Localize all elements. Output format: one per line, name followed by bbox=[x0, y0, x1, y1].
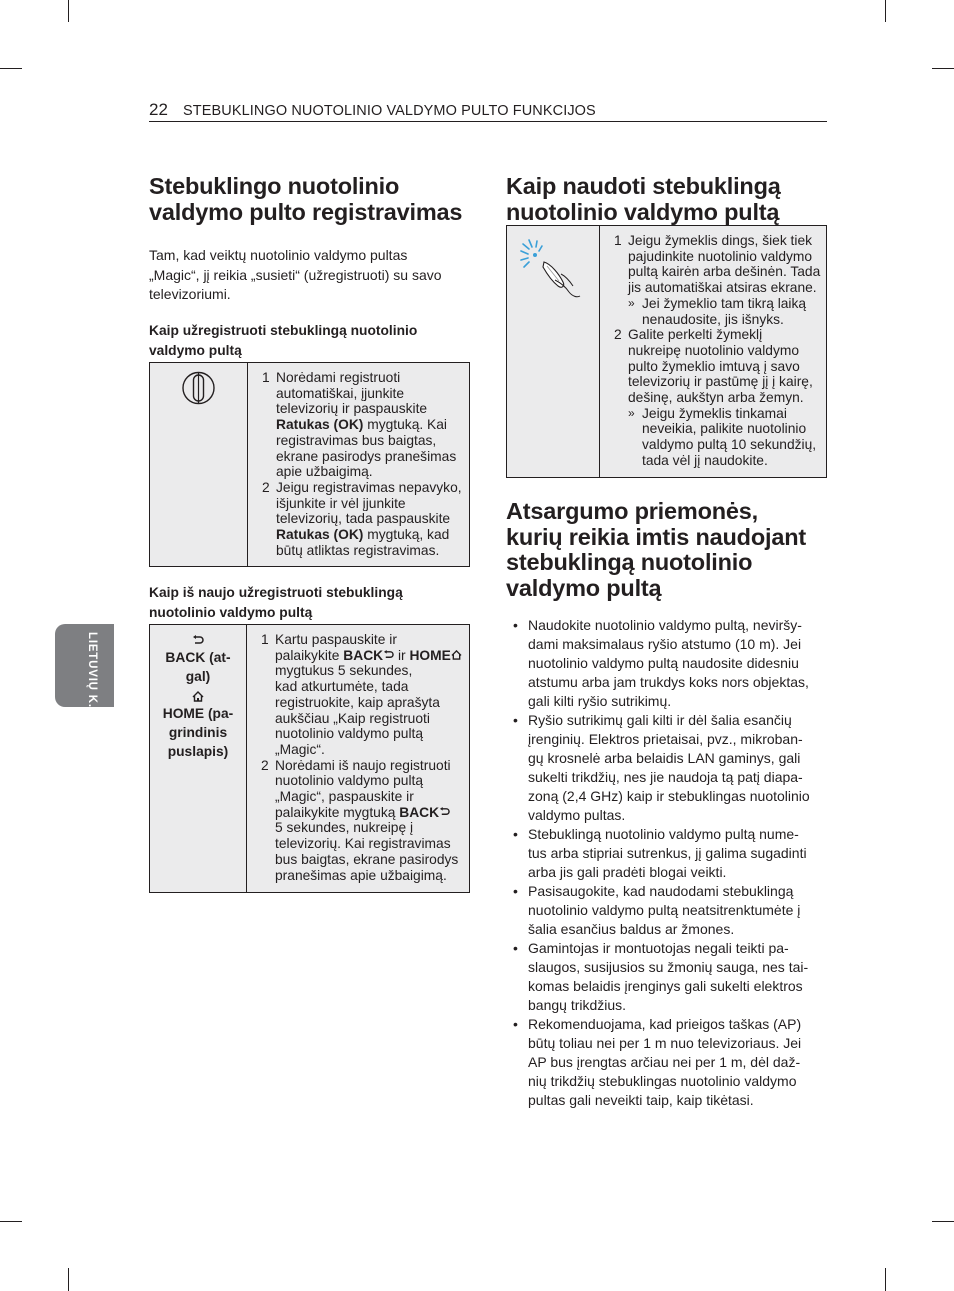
text-line: 5 sekundes, nukreipę į bbox=[275, 820, 414, 836]
back-button-ref: BACK bbox=[399, 804, 440, 820]
bullet-marker: • bbox=[513, 617, 518, 633]
text-line: Rekomenduojama, kad prieigos taškas (AP) bbox=[528, 1016, 802, 1032]
bullet-marker: • bbox=[513, 883, 518, 899]
step-number: 1 bbox=[614, 233, 622, 248]
reregister-step-2 bbox=[253, 758, 465, 884]
text-line: televizorių ir pastūmę jį į kairę, bbox=[628, 374, 813, 390]
text-line: tada vėl jį naudokite. bbox=[642, 452, 768, 468]
text-line: gali kilti ryšio sutrikimų. bbox=[528, 693, 672, 709]
text-line: automatiškai, įjunkite bbox=[276, 385, 405, 401]
heading-line: nuotolinio valdymo pultą bbox=[506, 198, 780, 225]
text-line: pulto žymeklio imtuvą į savo bbox=[628, 358, 800, 374]
text-line: valdymo pultą 10 sekundžių, bbox=[642, 437, 817, 453]
register-steps-cell bbox=[248, 363, 470, 567]
text-line: Jeigu registravimas nepavyko, bbox=[276, 479, 462, 495]
precaution-item bbox=[506, 616, 822, 711]
subheading-register bbox=[149, 321, 469, 361]
text-line: dešinę, aukštyn arba žemyn. bbox=[628, 390, 804, 406]
text-line: Jeigu žymeklis tinkamai bbox=[642, 405, 787, 421]
crop-mark bbox=[68, 0, 69, 22]
text-line: nukreipę nuotolinio valdymo bbox=[628, 342, 800, 358]
usage-step-1 bbox=[606, 233, 822, 327]
text-line: televizoriumi. bbox=[149, 286, 231, 302]
step-number: 2 bbox=[262, 479, 270, 495]
text-line: pultas gali neveikti taip, kaip tikėtasi. bbox=[528, 1092, 754, 1108]
text-line: televizorių, tada paspauskite bbox=[276, 511, 451, 527]
heading-line: kurių reikia imtis naudojant bbox=[506, 523, 806, 550]
heading-line: valdymo pultą bbox=[506, 574, 662, 601]
text-line: bangų trikdžius. bbox=[528, 997, 627, 1013]
text-line: televizorių ir paspauskite bbox=[276, 401, 428, 417]
text-line: bus baigtas, ekrane pasirodys bbox=[275, 851, 459, 867]
text-line: Galite perkelti žymeklį bbox=[628, 327, 763, 343]
register-step-1 bbox=[254, 370, 465, 480]
crop-mark bbox=[932, 68, 954, 69]
heading-line: Kaip naudoti stebuklingą bbox=[506, 173, 781, 199]
crop-mark bbox=[0, 68, 22, 69]
heading-line: Stebuklingo nuotolinio bbox=[149, 173, 400, 199]
wheel-icon bbox=[150, 363, 247, 423]
precautions-list bbox=[506, 616, 822, 1110]
text-line: pultą kairėn arba dešinėn. Tada bbox=[628, 264, 821, 280]
page-number: 22 bbox=[149, 100, 168, 119]
text-line: aukščiau „Kaip registruoti bbox=[275, 710, 430, 726]
crop-mark bbox=[932, 1221, 954, 1222]
usage-step-2 bbox=[606, 327, 822, 468]
back-button-ref: BACK bbox=[343, 647, 384, 663]
back-icon bbox=[192, 635, 204, 646]
text-line: Naudokite nuotolinio valdymo pultą, neviršy- bbox=[528, 617, 802, 633]
text-line: registravimas bus baigtas, bbox=[276, 432, 437, 448]
back-button-label: gal) bbox=[185, 669, 211, 684]
text-line: nuotolinio valdymo pultą bbox=[275, 726, 424, 742]
text-line: atstumu arba jam trukdys koks nors objektas, bbox=[528, 674, 809, 690]
text-line: Kaip užregistruoti stebuklingą nuotolinio bbox=[149, 323, 418, 338]
text-line: Norėdami iš naujo registruoti bbox=[275, 757, 451, 773]
step-number: 1 bbox=[261, 632, 269, 647]
text-line: zoną (2,4 GHz) kaip ir stebuklingas nuotolinio bbox=[528, 788, 810, 804]
text-line: „Magic“, paspauskite ir bbox=[275, 789, 414, 805]
running-title: STEBUKLINGO NUOTOLINIO VALDYMO PULTO FUNKCIJOS bbox=[183, 103, 596, 119]
home-button-label: grindinis bbox=[168, 725, 228, 740]
home-icon bbox=[192, 691, 204, 702]
text-line: AP bus įrengtas arčiau nei per 1 m, dėl daž- bbox=[528, 1054, 801, 1070]
text-run: mygtuką. Kai bbox=[363, 417, 447, 433]
step-number: 2 bbox=[614, 327, 622, 343]
text-line: registruokite, kaip aprašyta bbox=[275, 694, 440, 710]
ok-button-ref: Ratukas (OK) bbox=[276, 527, 364, 543]
text-line: Gamintojas ir montuotojas negali teikti pa- bbox=[528, 940, 789, 956]
text-line: mygtukus 5 sekundes, bbox=[275, 663, 413, 679]
text-line: Kartu paspauskite ir bbox=[275, 632, 397, 647]
heading-line: valdymo pulto registravimas bbox=[149, 198, 463, 225]
text-run: mygtuką, kad bbox=[363, 527, 450, 543]
ok-button-ref: Ratukas (OK) bbox=[276, 417, 364, 433]
usage-note-2 bbox=[628, 406, 822, 469]
text-line: dami maksimalaus ryšio atstumo (10 m). Jei bbox=[528, 636, 802, 652]
text-line: išjunkite ir vėl įjunkite bbox=[276, 495, 406, 511]
precaution-item bbox=[506, 825, 822, 882]
text-line: „Magic“, jį reikia „susieti“ (užregistruoti) su savo bbox=[149, 266, 442, 283]
note-marker: » bbox=[628, 295, 635, 310]
home-button-label: puslapis) bbox=[167, 744, 229, 759]
usage-note-1 bbox=[628, 296, 822, 327]
text-line: Norėdami registruoti bbox=[276, 370, 401, 385]
crop-mark bbox=[885, 0, 886, 22]
heading-line: stebuklingą nuotolinio bbox=[506, 549, 753, 575]
back-icon bbox=[383, 650, 394, 660]
text-line: pajudinkite nuotolinio valdymo bbox=[628, 248, 813, 264]
text-line: gų krosnelė arba belaidis LAN gaminys, gali bbox=[528, 750, 801, 766]
text-line: Pasisaugokite, kad naudodami stebuklingą bbox=[528, 883, 794, 899]
precaution-item bbox=[506, 882, 822, 939]
precautions-heading bbox=[506, 499, 836, 601]
wheel-icon-cell bbox=[150, 363, 248, 567]
register-step-2 bbox=[254, 480, 465, 559]
text-line: Stebuklingą nuotolinio valdymo pultą nume- bbox=[528, 826, 799, 842]
step-number: 1 bbox=[262, 370, 270, 385]
home-icon bbox=[451, 650, 462, 660]
register-steps-table bbox=[149, 362, 470, 567]
text-line: valdymo pultą bbox=[149, 343, 242, 358]
bullet-marker: • bbox=[513, 1016, 518, 1032]
text-line: nuotolinio valdymo pultą neatsitrenktumėte į bbox=[528, 902, 801, 918]
bullet-marker: • bbox=[513, 826, 518, 842]
text-run: palaikykite mygtuką bbox=[275, 804, 400, 820]
subheading-reregister bbox=[149, 583, 469, 623]
text-line: Tam, kad veiktų nuotolinio valdymo pultas bbox=[149, 247, 408, 263]
buttons-cell bbox=[150, 625, 247, 893]
precaution-item bbox=[506, 1015, 822, 1110]
text-line: pranešimas apie užbaigimą. bbox=[275, 867, 447, 883]
language-tab-label: LIETUVIŲ K. bbox=[86, 632, 98, 708]
language-tab bbox=[55, 624, 114, 707]
text-line: šalia esančius baldus ar žmones. bbox=[528, 921, 735, 937]
text-line: Jeigu žymeklis dings, šiek tiek bbox=[628, 233, 813, 248]
text-line: sukelti trikdžių, nes jie naudoja tą patį diapa- bbox=[528, 769, 803, 785]
reregister-steps-cell bbox=[247, 625, 470, 893]
text-line: nenaudosite, jis išnyks. bbox=[642, 311, 784, 327]
text-line: Jei žymeklio tam tikrą laiką bbox=[642, 295, 807, 311]
crop-mark bbox=[885, 1268, 886, 1291]
text-line: televizorių. Kai registravimas bbox=[275, 836, 451, 852]
text-line: valdymo pultas. bbox=[528, 807, 626, 823]
bullet-marker: • bbox=[513, 712, 518, 728]
text-line: arba jis gali pradėti blogai veikti. bbox=[528, 864, 727, 880]
registration-heading bbox=[149, 174, 479, 225]
text-line: nuotolinio valdymo pultą bbox=[275, 773, 424, 789]
text-line: nuotolinio valdymo pultą naudosite didesniu bbox=[528, 655, 799, 671]
bullet-marker: • bbox=[513, 940, 518, 956]
text-line: Ryšio sutrikimų gali kilti ir dėl šalia esančių bbox=[528, 712, 792, 728]
note-marker: » bbox=[628, 405, 635, 420]
text-line: Kaip iš naujo užregistruoti stebuklingą bbox=[149, 585, 403, 600]
heading-line: Atsargumo priemonės, bbox=[506, 498, 758, 524]
usage-heading bbox=[506, 174, 836, 225]
usage-steps-table bbox=[506, 225, 827, 478]
crop-mark bbox=[68, 1268, 69, 1291]
registration-intro bbox=[149, 246, 469, 305]
text-line: įrenginių. Elektros prietaisai, pvz., mikroban- bbox=[528, 731, 803, 747]
text-line: būtų atliktas registravimas. bbox=[276, 542, 440, 558]
crop-mark bbox=[0, 1221, 22, 1222]
back-button-label: BACK (at- bbox=[165, 650, 231, 665]
reregister-step-1 bbox=[253, 632, 465, 758]
remote-illustration-cell bbox=[507, 226, 600, 478]
reregister-steps-table bbox=[149, 624, 470, 893]
text-line: slaugos, susijusios su žmonių sauga, nes tai- bbox=[528, 959, 809, 975]
precaution-item bbox=[506, 939, 822, 1015]
remote-pointer-illustration bbox=[507, 226, 599, 306]
text-line: „Magic“. bbox=[275, 741, 325, 757]
text-line: komas belaidis įrenginys gali sukelti elektros bbox=[528, 978, 803, 994]
usage-steps-cell bbox=[600, 226, 827, 478]
text-line: neveikia, palikite nuotolinio bbox=[642, 421, 807, 437]
text-line: tus arba stipriai sutrenkus, jį galima sugadinti bbox=[528, 845, 807, 861]
step-number: 2 bbox=[261, 757, 269, 773]
home-button-ref: HOME bbox=[409, 647, 451, 663]
text-line: kad atkurtumėte, tada bbox=[275, 679, 409, 695]
text-line: būtų toliau nei per 1 m nuo televizoriaus. Jei bbox=[528, 1035, 802, 1051]
back-icon bbox=[439, 807, 450, 817]
text-run: ir bbox=[394, 647, 410, 663]
precaution-item bbox=[506, 711, 822, 825]
text-line: jis automatiškai atsiras ekrane. bbox=[628, 280, 817, 296]
home-button-label: HOME (pa- bbox=[162, 706, 234, 721]
text-line: apie užbaigimą. bbox=[276, 464, 373, 480]
text-line: nių trikdžių stebuklingas nuotolinio valdymo bbox=[528, 1073, 797, 1089]
text-run: palaikykite bbox=[275, 647, 344, 663]
page-header bbox=[149, 100, 827, 122]
text-line: nuotolinio valdymo pultą bbox=[149, 605, 313, 620]
text-line: ekrane pasirodys pranešimas bbox=[276, 448, 457, 464]
